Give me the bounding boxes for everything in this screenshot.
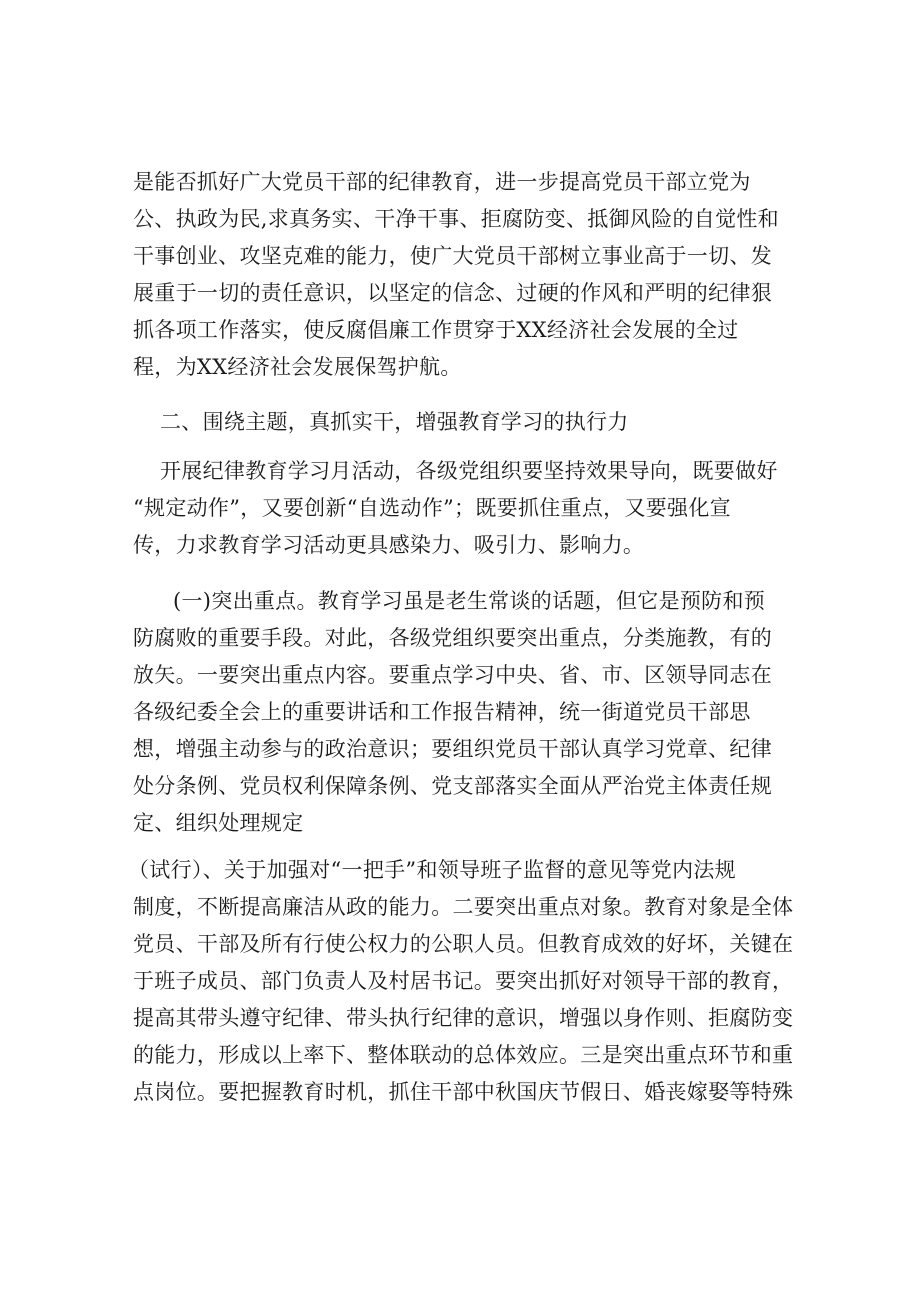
text-line: 想，增强主动参与的政治意识；要组织党员干部认真学习党章、纪律: [133, 737, 772, 761]
text-line: 传，力求教育学习活动更具感染力、吸引力、影响力。: [133, 533, 645, 557]
text-line: 干事创业、攻坚克难的能力，使广大党员干部树立事业高于一切、发: [133, 244, 772, 268]
text-line: 党员、干部及所有行使公权力的公职人员。但教育成效的好坏，关键在: [133, 932, 794, 956]
heading-text: 二、围绕主题，真抓实干，增强教育学习的执行力: [160, 410, 629, 434]
text-line: 抓各项工作落实，使反腐倡廉工作贯穿于XX经济社会发展的全过: [133, 318, 739, 342]
text-line: 处分条例、党员权利保障条例、党支部落实全面从严治党主体责任规: [133, 774, 772, 798]
text-line: 开展纪律教育学习月活动，各级党组织要坚持效果导向，既要做好: [160, 459, 778, 483]
text-line: 防腐败的重要手段。对此，各级党组织要突出重点，分类施教，有的: [133, 626, 772, 650]
text-line: 制度，不断提高廉洁从政的能力。二要突出重点对象。教育对象是全体: [133, 895, 794, 919]
text-line: 程，为XX经济社会发展保驾护航。: [133, 355, 462, 379]
text-line: 是能否抓好广大党员干部的纪律教育，进一步提高党员干部立党为: [133, 170, 751, 194]
text-line: （试行）、关于加强对“一把手”和领导班子监督的意见等党内法规: [128, 858, 736, 882]
text-line: 点岗位。要把握教育时机，抓住干部中秋国庆节假日、婚丧嫁娶等特殊: [133, 1080, 794, 1104]
text-line: 放矢。一要突出重点内容。要重点学习中央、省、市、区领导同志在: [133, 663, 772, 687]
text-line: 定、组织处理规定: [133, 811, 304, 835]
text-line: 展重于一切的责任意识，以坚定的信念、过硬的作风和严明的纪律狠: [133, 281, 772, 305]
text-line: 各级纪委全会上的重要讲话和工作报告精神，统一街道党员干部思: [133, 700, 751, 724]
text-line: “规定动作”，又要创新“自选动作”；既要抓住重点，又要强化宣: [133, 496, 731, 520]
text-line: 公、执政为民,求真务实、干净干事、拒腐防变、抵御风险的自觉性和: [133, 207, 779, 231]
text-line: 的能力，形成以上率下、整体联动的总体效应。三是突出重点环节和重: [133, 1043, 794, 1067]
text-line: 于班子成员、部门负责人及村居书记。要突出抓好对领导干部的教育，: [133, 969, 794, 993]
text-line: 提高其带头遵守纪律、带头执行纪律的意识，增强以身作则、拒腐防变: [133, 1006, 794, 1030]
text-line: (一)突出重点。教育学习虽是老生常谈的话题，但它是预防和预: [173, 589, 766, 613]
